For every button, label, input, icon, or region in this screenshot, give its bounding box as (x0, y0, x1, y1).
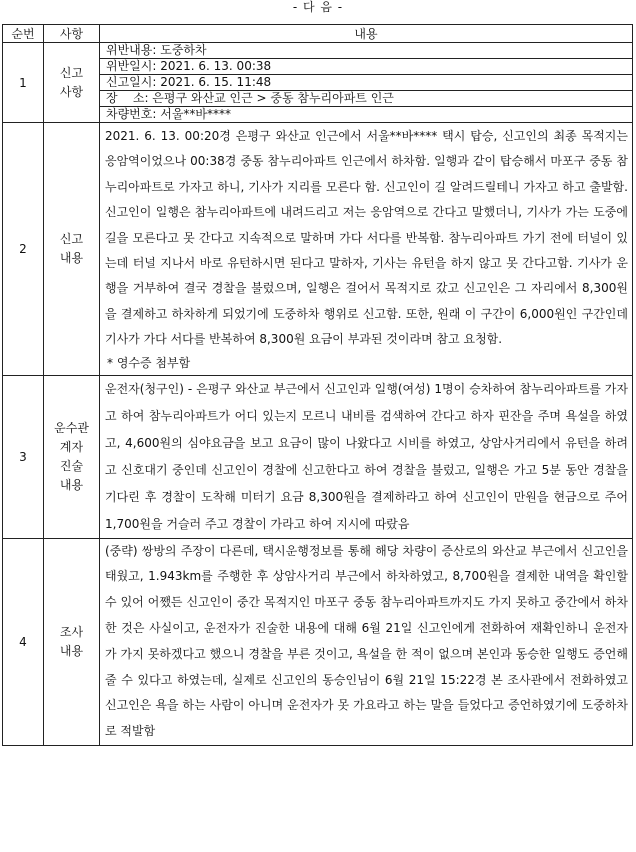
subject-line: 신고 (59, 65, 84, 80)
subject-line: 내용 (59, 250, 84, 265)
header-num: 순번 (3, 25, 44, 43)
row-subject (44, 43, 100, 123)
row-subject (44, 123, 100, 376)
header-subject: 사항 (44, 25, 100, 43)
case-table (2, 24, 633, 746)
table-row (3, 375, 633, 538)
table-row (3, 538, 633, 745)
report-text: 2021. 6. 13. 00:20경 은평구 와산교 인근에서 서울**바**** 택시 탑승, 신고인의 최종 목적지는 응암역이었으나 00:38경 중동 참누리아파트 인근에서 하차함. 일행과 같이 탑승해서 마포구 중동 참누리아파트로 가자고 하니, 기사가 지리를 모른다 함. 신고인이 길 알려드릴테니 가자고 하고 출발함. 신고인이 일행은 참누리아파트에 내려드리고 저는 응암역으로 간다고 말했더니, 기사가 가는 도중에 길을 모른다고 못 간다고 지속적으로 말하며 가다 서다를 반복함. 참누리아파트 가기 전에 터널이 있는데 터널 지나서 바로 유턴하시면 된다고 말하자, 기사는 유턴을 하지 않고 못 간다고함. 기사가 운행을 거부하여 결국 경찰을 불렀으며, 일행은 걸어서 목적지로 갔고 신고인은 그 자리에서 8,300원을 결제하고 하차하게 되었기에 도중하차 행위로 신고함. 또한, 원래 이 구간이 6,000원인 구간인데 기사가 가다 서다를 반복하여 8,300원 요금이 부과된 것이라며 참고 요청함. (105, 129, 628, 347)
subject-line: 내용 (59, 477, 84, 492)
row-number: 4 (3, 538, 44, 745)
statement-text: 운전자(청구인) - 은평구 와산교 부근에서 신고인과 일행(여성) 1명이 승차하여 참누리아파트를 가자고 하여 참누리아파트가 어디 있는지 모르니 내비를 검색하여 간다고 하자 핀잔을 주며 욕설을 하였고, 4,600원의 심야요금을 보고 요금이 많이 나왔다고 시비를 하였고, 상암사거리에서 유턴을 하려고 신호대기 중인데 신고인이 경찰에 신고한다고 하여 경찰을 불렀고, 일행은 가고 5분 동안 경찰을 기다린 후 경찰이 도착해 미터기 요금 8,300원을 결제하라고 하여 신고인이 만원을 현금으로 주어 1,700원을 거슬러 주고 경찰이 가라고 하여 지시에 따랐음 (105, 381, 628, 531)
subject-line: 내용 (59, 643, 84, 658)
field-violation-time: 위반일시: 2021. 6. 13. 00:38 (100, 59, 632, 75)
subject-line: 계자 (59, 439, 84, 454)
field-plate: 차량번호: 서울**바**** (100, 107, 632, 123)
table-header-row (3, 25, 633, 43)
subject-line: 신고 (59, 231, 84, 246)
row-number: 1 (3, 43, 44, 123)
subject-line: 사항 (59, 84, 84, 99)
field-report-time: 신고일시: 2021. 6. 15. 11:48 (100, 75, 632, 91)
row-subject (44, 538, 100, 745)
document-heading: - 다 음 - (292, 0, 344, 14)
row-content (100, 375, 633, 538)
field-violation: 위반내용: 도중하차 (100, 43, 632, 59)
investigation-text: (중략) 쌍방의 주장이 다른데, 택시운행정보를 통해 해당 차량이 증산로의 와산교 부근에서 신고인을 태웠고, 1.943km를 주행한 후 상암사거리 부근에서 하차하였고, 8,700원을 결제한 내역을 확인할 수 있어 어쨌든 신고인이 중간 목적지인 마포구 중동 참누리아파트까지도 가지 못하고 중간에서 하차한 것은 사실이고, 운전자가 진술한 내용에 대해 6월 21일 신고인에게 전화하여 재확인하니 운전자가 가지 못하겠다고 했으니 경찰을 부른 것이고, 욕설을 한 적이 없으며 본인과 동승한 일행도 증언해 줄 수 있다고 하였는데, 실제로 신고인의 동승인님이 6월 21일 15:22경 본 조사관에서 전화하였고 신고인은 욕을 하는 사람이 아니며 운전자가 못 가요라고 하는 말을 들었다고 증언하였기에 도중하차로 적발함 (105, 543, 628, 739)
row-number: 3 (3, 375, 44, 538)
field-location: 장 소: 은평구 와산교 인근 > 중동 참누리아파트 인근 (100, 91, 632, 107)
subject-line: 진술 (59, 458, 84, 473)
row-content (100, 43, 633, 123)
report-fields (100, 43, 632, 122)
row-number: 2 (3, 123, 44, 376)
table-row (3, 43, 633, 123)
row-subject (44, 375, 100, 538)
subject-line: 조사 (59, 624, 84, 639)
row-content (100, 538, 633, 745)
header-content: 내용 (100, 25, 633, 43)
attachment-note: * 영수증 첨부함 (107, 355, 191, 370)
row-content (100, 123, 633, 376)
table-row (3, 123, 633, 376)
subject-line: 운수관 (54, 420, 89, 435)
